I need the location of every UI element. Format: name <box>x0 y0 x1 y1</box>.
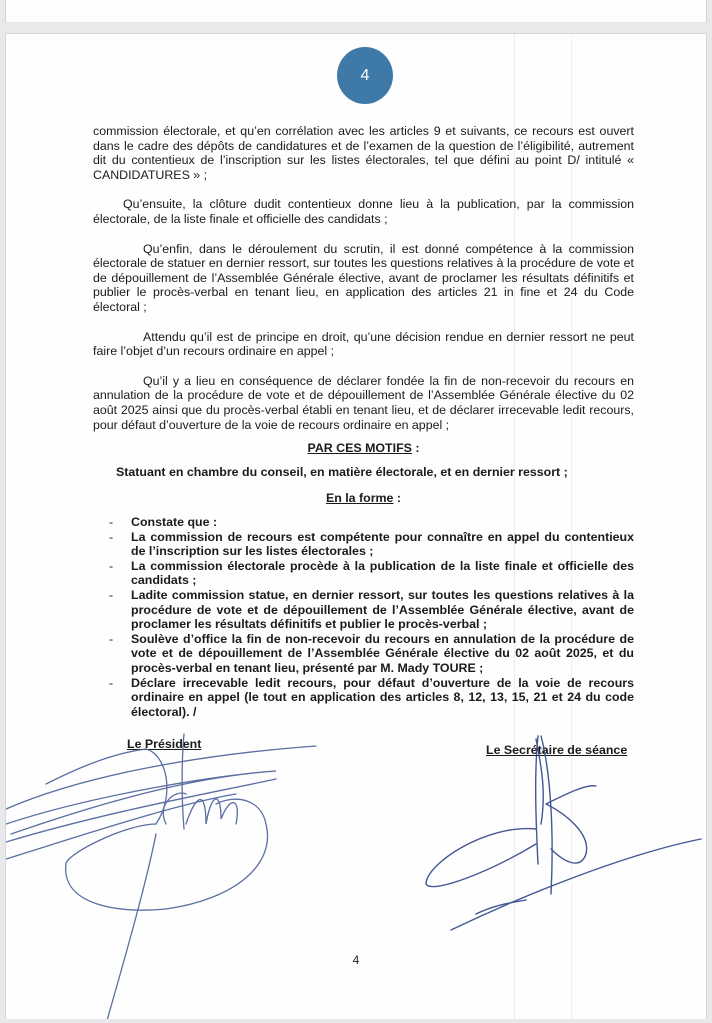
list-dash: - <box>109 675 114 690</box>
signature-stroke <box>546 786 596 863</box>
secretary-signature <box>6 34 706 1019</box>
statuant-line: Statuant en chambre du conseil, en matière électorale, et en dernier ressort ; <box>116 465 568 479</box>
motifs-heading-colon: : <box>411 441 420 455</box>
president-label: Le Président <box>127 737 202 751</box>
list-dash: - <box>109 515 114 529</box>
footer-page-number: 4 <box>352 953 360 967</box>
list-dash: - <box>109 558 114 573</box>
list-dash: - <box>109 631 114 646</box>
list-item-text: Constate que : <box>131 515 218 529</box>
motifs-heading-text: PAR CES MOTIFS <box>307 441 412 455</box>
list-item-text: Ladite commission statue, en dernier ressort, sur toutes les questions relatives à la procédure de vote et de dépouillement de l’Assemblée Générale élective, avant de proclamer les résultats définitifs et publier le procès-verbal ; <box>131 587 634 632</box>
list-item-text: La commission de recours est compétente pour connaître en appel du contentieux de l’inscription sur les listes électorales ; <box>131 529 634 559</box>
secretary-signature-strokes <box>426 736 701 930</box>
page-number-badge: 4 <box>337 47 393 104</box>
document-page <box>5 33 707 1019</box>
signature-stroke <box>536 736 538 864</box>
forme-heading-colon: : <box>393 491 402 505</box>
list-dash: - <box>109 587 114 602</box>
list-item-text: Soulève d’office la fin de non-recevoir du recours en annulation de la procédure de vote et de dépouillement de l’Assemblée Générale élective du 02 août 2025, et du procès-verbal en tenant lieu, présenté par M. Mady TOURE ; <box>131 631 634 675</box>
secretary-label: Le Secrétaire de séance <box>486 743 628 757</box>
list-item-text: La commission électorale procède à la publication de la liste finale et officielle des candidats ; <box>131 558 634 588</box>
list-item-text: Déclare irrecevable ledit recours, pour défaut d’ouverture de la voie de recours ordinaire en appel (le tout en application des articles 8, 12, 13, 15, 21 et 24 du code électoral). / <box>131 675 634 719</box>
paragraph-3: Qu’enfin, dans le déroulement du scrutin, il est donné compétence à la commission électorale de statuer en dernier ressort, sur toutes les questions relatives à la procédure de vote et de dépouillement de l’Assemblée Générale élective, avant de proclamer les résultats définitifs et publier le procès-verbal en tenant lieu, en application des articles 21 in fine et 24 du Code électoral ; <box>93 241 634 314</box>
list-dash: - <box>109 529 114 544</box>
paragraph-5: Qu’il y a lieu en conséquence de déclarer fondée la fin de non-recevoir du recours en annulation de la procédure de vote et de dépouillement de l’Assemblée Générale élective du 02 août 2025 ainsi que du procès-verbal établi en tenant lieu, et de déclarer irrecevable ledit recours, pour défaut d’ouverture de la voie de recours ordinaire en appel ; <box>93 373 634 432</box>
forme-heading-text: En la forme <box>325 491 394 505</box>
paragraph-1: commission électorale, et qu’en corrélation avec les articles 9 et suivants, ce recours est ouvert dans le cadre des dépôts de candidatures et de l’examen de la question de l’éligibilité, autrement dit du contentieux de l’inscription sur les listes électorales, tel que défini au point D/ intitulé « CANDIDATURES » ; <box>93 124 634 182</box>
signature-stroke <box>426 829 536 887</box>
signature-stroke <box>451 839 701 930</box>
previous-page-edge <box>5 0 707 22</box>
paragraph-4: Attendu qu’il est de principe en droit, qu’une décision rendue en dernier ressort ne peut faire l’objet d’un recours ordinaire en appel ; <box>93 329 634 359</box>
paragraph-2: Qu’ensuite, la clôture dudit contentieux donne lieu à la publication, par la commission électorale, de la liste finale et officielle des candidats ; <box>93 197 634 226</box>
